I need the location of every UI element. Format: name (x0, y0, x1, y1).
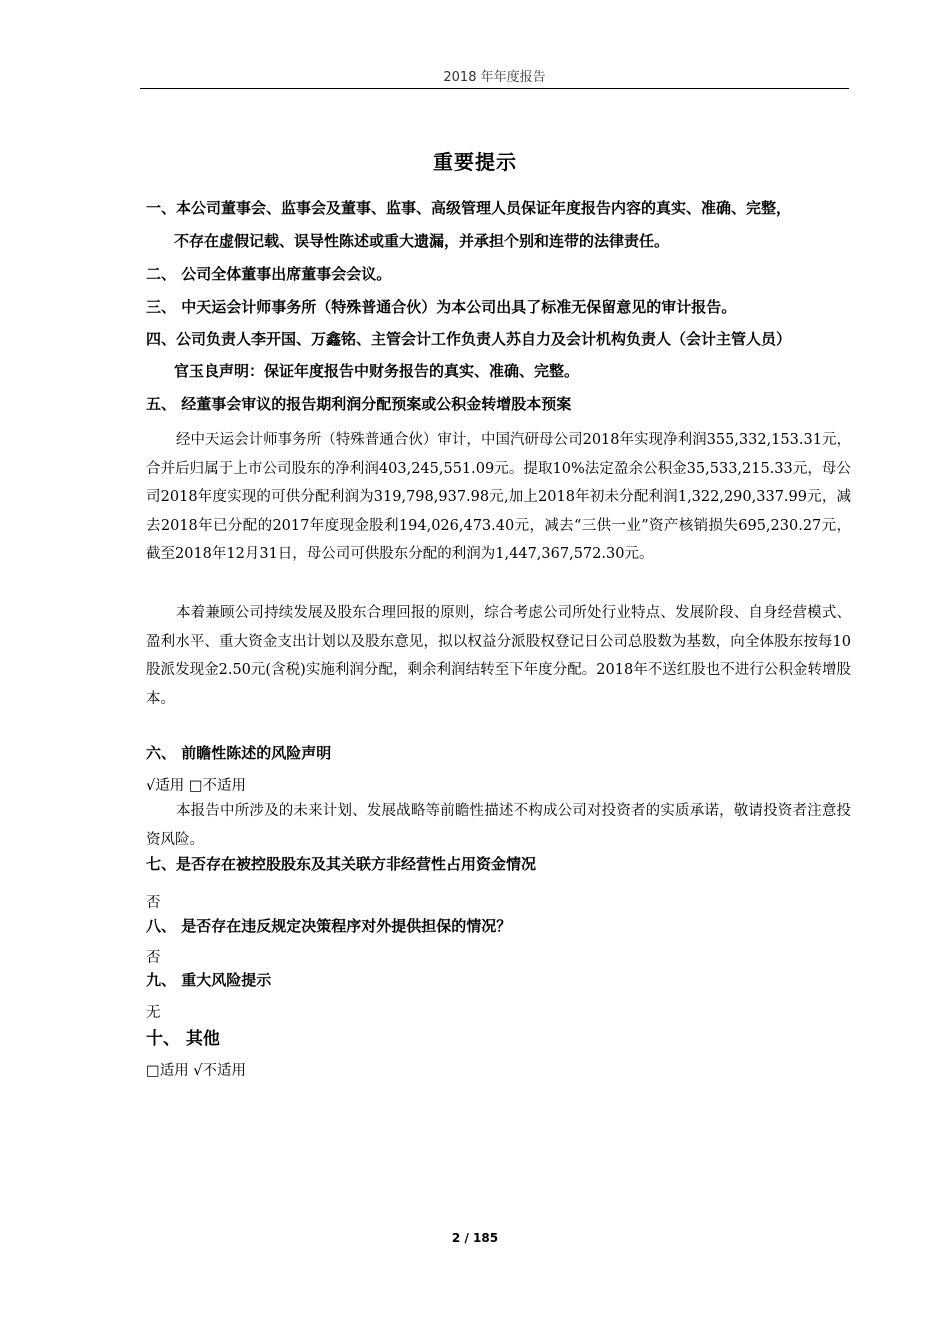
item-8-answer: 否 (146, 950, 161, 966)
item-3: 三、 中天运会计师事务所（特殊普通合伙）为本公司出具了标准无保留意见的审计报告。 (146, 298, 737, 316)
item-10-heading: 十、 其他 (146, 1029, 220, 1049)
item-4-line-2: 官玉良声明：保证年度报告中财务报告的真实、准确、完整。 (174, 362, 580, 380)
item-6-paragraph: 本报告中所涉及的未来计划、发展战略等前瞻性描述不构成公司对投资者的实质承诺，敬请投资者注意投资风险。 (146, 803, 851, 848)
header-divider (140, 88, 849, 89)
item-5-paragraph-2: 本着兼顾公司持续发展及股东合理回报的原则，综合考虑公司所处行业特点、发展阶段、自身经营模式、盈利水平、重大资金支出计划以及股东意见，拟以权益分派股权登记日公司总股数为基数，向全体股东按每10股派发现金2.50元(含税)实施利润分配，剩余利润结转至下年度分配。2018年不送红股也不进行公积金转增股本。 (146, 605, 851, 707)
item-7-answer: 否 (146, 895, 161, 911)
item-8-heading: 八、 是否存在违反规定决策程序对外提供担保的情况？ (146, 917, 512, 935)
item-2: 二、 公司全体董事出席董事会会议。 (146, 265, 392, 283)
item-1-line-2: 不存在虚假记载、误导性陈述或重大遗漏，并承担个别和连带的法律责任。 (174, 232, 670, 250)
item-9-heading: 九、 重大风险提示 (146, 971, 272, 989)
page-header: 2018 年年度报告 (443, 70, 546, 85)
item-6-applicability: √适用 □不适用 (146, 778, 247, 794)
page-title: 重要提示 (433, 150, 517, 174)
item-7-heading: 七、是否存在被控股股东及其关联方非经营性占用资金情况 (146, 855, 537, 873)
item-1-line-1: 一、本公司董事会、监事会及董事、监事、高级管理人员保证年度报告内容的真实、准确、完整， (146, 199, 792, 217)
page-number: 2 / 185 (451, 1231, 499, 1245)
item-5-heading: 五、 经董事会审议的报告期利润分配预案或公积金转增股本预案 (146, 395, 572, 413)
item-5-paragraph-1: 经中天运会计师事务所（特殊普通合伙）审计，中国汽研母公司2018年实现净利润355,332,153.31元，合并后归属于上市公司股东的净利润403,245,551.09元。提取10%法定盈余公积金35,533,215.33元，母公司2018年度实现的可供分配利润为319,798,937.98元,加上2018年初未分配利润1,322,290,337.99元，减去2018年已分配的2017年度现金股利194,026,473.40元，减去“三供一业”资产核销损失695,230.27元，截至2018年12月31日，母公司可供股东分配的利润为1,447,367,572.30元。 (146, 432, 851, 562)
item-9-answer: 无 (146, 1005, 161, 1021)
item-4-line-1: 四、公司负责人李开国、万鑫铭、主管会计工作负责人苏自力及会计机构负责人（会计主管人员） (146, 330, 792, 348)
item-10-applicability: □适用 √不适用 (146, 1063, 247, 1079)
item-6-heading: 六、 前瞻性陈述的风险声明 (146, 744, 332, 762)
